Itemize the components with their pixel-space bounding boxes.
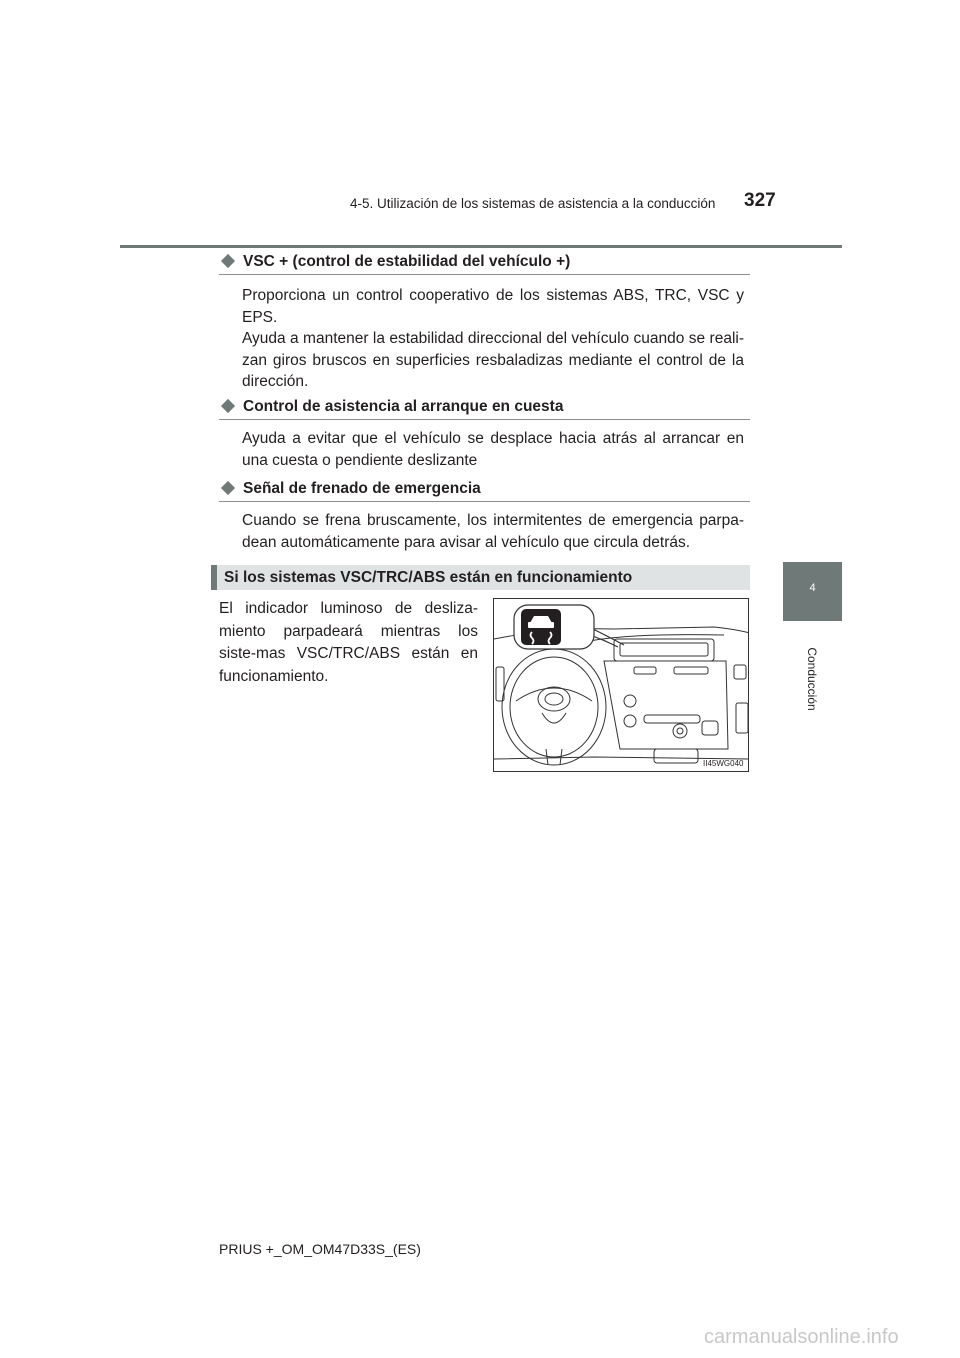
paragraph-emergency-brake: Cuando se frena bruscamente, los intermitentes de emergencia parpa-dean automáticamente para avisar al vehículo que circula detrás. bbox=[242, 512, 744, 551]
header-section-title: 4-5. Utilización de los sistemas de asistencia a la conducción bbox=[350, 196, 716, 211]
figure-code: II45WG040 bbox=[703, 759, 744, 768]
subheading-vsc-text: VSC + (control de estabilidad del vehículo +) bbox=[243, 253, 571, 270]
diamond-bullet-icon bbox=[221, 254, 235, 268]
subheading-hill-start bbox=[219, 398, 750, 420]
dashboard-illustration-svg bbox=[494, 599, 749, 772]
chapter-label bbox=[781, 630, 843, 720]
section-box-heading bbox=[211, 565, 750, 590]
section-box-bar bbox=[211, 565, 217, 590]
paragraph-vsc-2: Ayuda a mantener la estabilidad direccional del vehículo cuando se reali-zan giros bruscos en superficies resbaladizas mediante el control de la dirección. bbox=[242, 330, 744, 390]
subheading-emergency-brake-text: Señal de frenado de emergencia bbox=[243, 480, 481, 497]
chapter-label-text: Conducción bbox=[805, 647, 819, 711]
paragraph-indicator: El indicador luminoso de desliza-miento parpadeará mientras los siste-mas VSC/TRC/ABS están en funcionamiento. bbox=[219, 600, 478, 685]
diamond-bullet-icon bbox=[221, 481, 235, 495]
dashboard-illustration bbox=[493, 598, 749, 772]
paragraph-hill-start: Ayuda a evitar que el vehículo se desplace hacia atrás al arrancar en una cuesta o pendiente deslizante bbox=[242, 430, 744, 469]
subheading-emergency-brake bbox=[219, 480, 750, 502]
chapter-tab-number: 4 bbox=[809, 582, 816, 594]
paragraph-vsc-1: Proporciona un control cooperativo de los sistemas ABS, TRC, VSC y EPS. bbox=[242, 287, 744, 326]
chapter-tab[interactable] bbox=[783, 562, 842, 621]
watermark: carmanualsonline.info bbox=[704, 1326, 899, 1348]
footer-code: PRIUS +_OM_OM47D33S_(ES) bbox=[219, 1241, 421, 1257]
diamond-bullet-icon bbox=[221, 399, 235, 413]
subheading-vsc bbox=[219, 253, 750, 275]
header-rule bbox=[120, 245, 842, 248]
section-box-title: Si los sistemas VSC/TRC/ABS están en funcionamiento bbox=[224, 569, 633, 586]
page-number: 327 bbox=[744, 190, 776, 211]
subheading-hill-start-text: Control de asistencia al arranque en cuesta bbox=[243, 398, 564, 415]
slip-indicator-icon bbox=[521, 609, 561, 645]
